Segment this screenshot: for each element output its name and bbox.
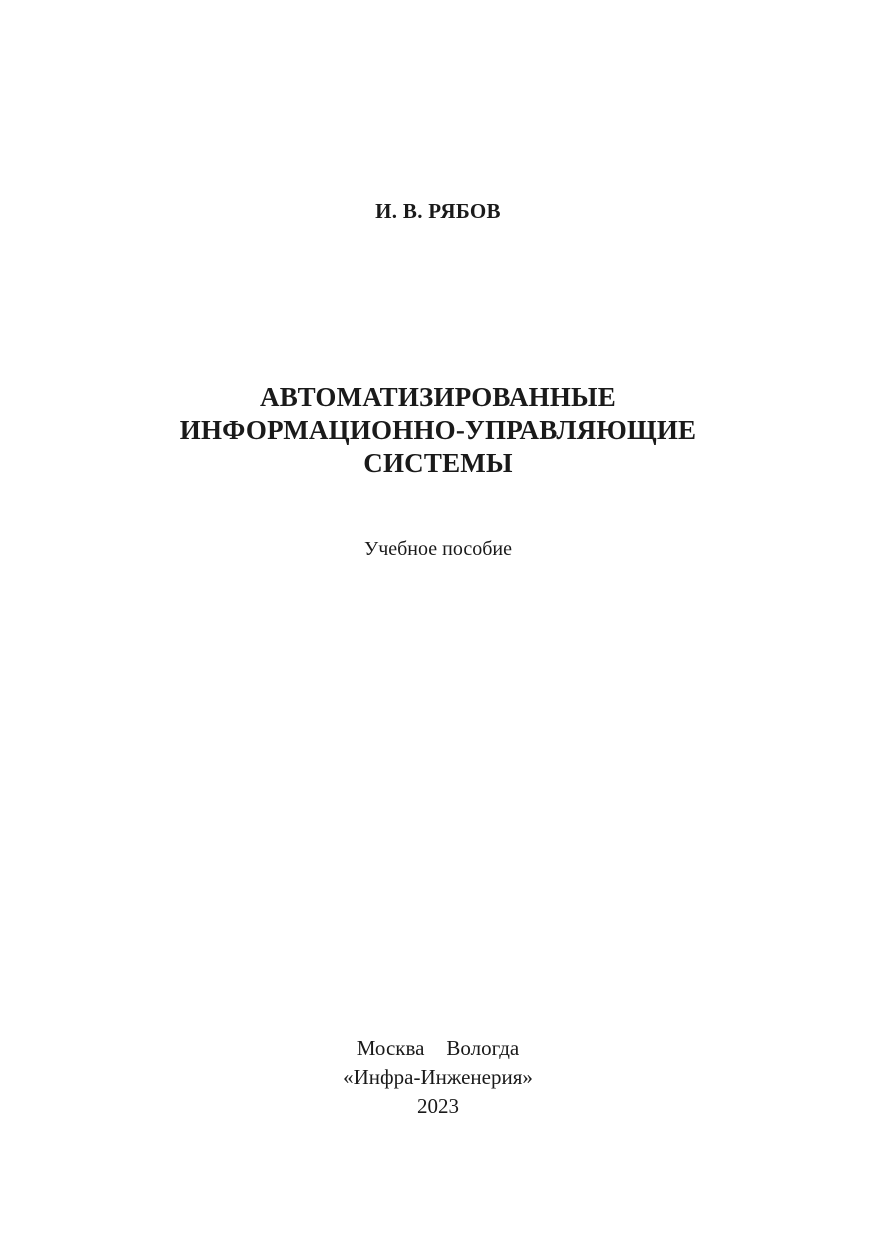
book-title [0, 381, 876, 480]
book-title-line: СИСТЕМЫ [363, 448, 513, 478]
book-title-line: АВТОМАТИЗИРОВАННЫЕ [260, 382, 616, 412]
publication-year: 2023 [417, 1094, 459, 1118]
author-name: И. В. РЯБОВ [375, 199, 501, 223]
city-name: Вологда [446, 1036, 520, 1060]
book-subtitle: Учебное пособие [364, 538, 512, 560]
publication-cities [0, 1034, 876, 1063]
imprint [0, 1034, 876, 1121]
publisher-name: «Инфра-Инженерия» [343, 1065, 533, 1089]
book-title-line: ИНФОРМАЦИОННО-УПРАВЛЯЮЩИЕ [179, 415, 697, 445]
city-name: Москва [356, 1036, 425, 1060]
